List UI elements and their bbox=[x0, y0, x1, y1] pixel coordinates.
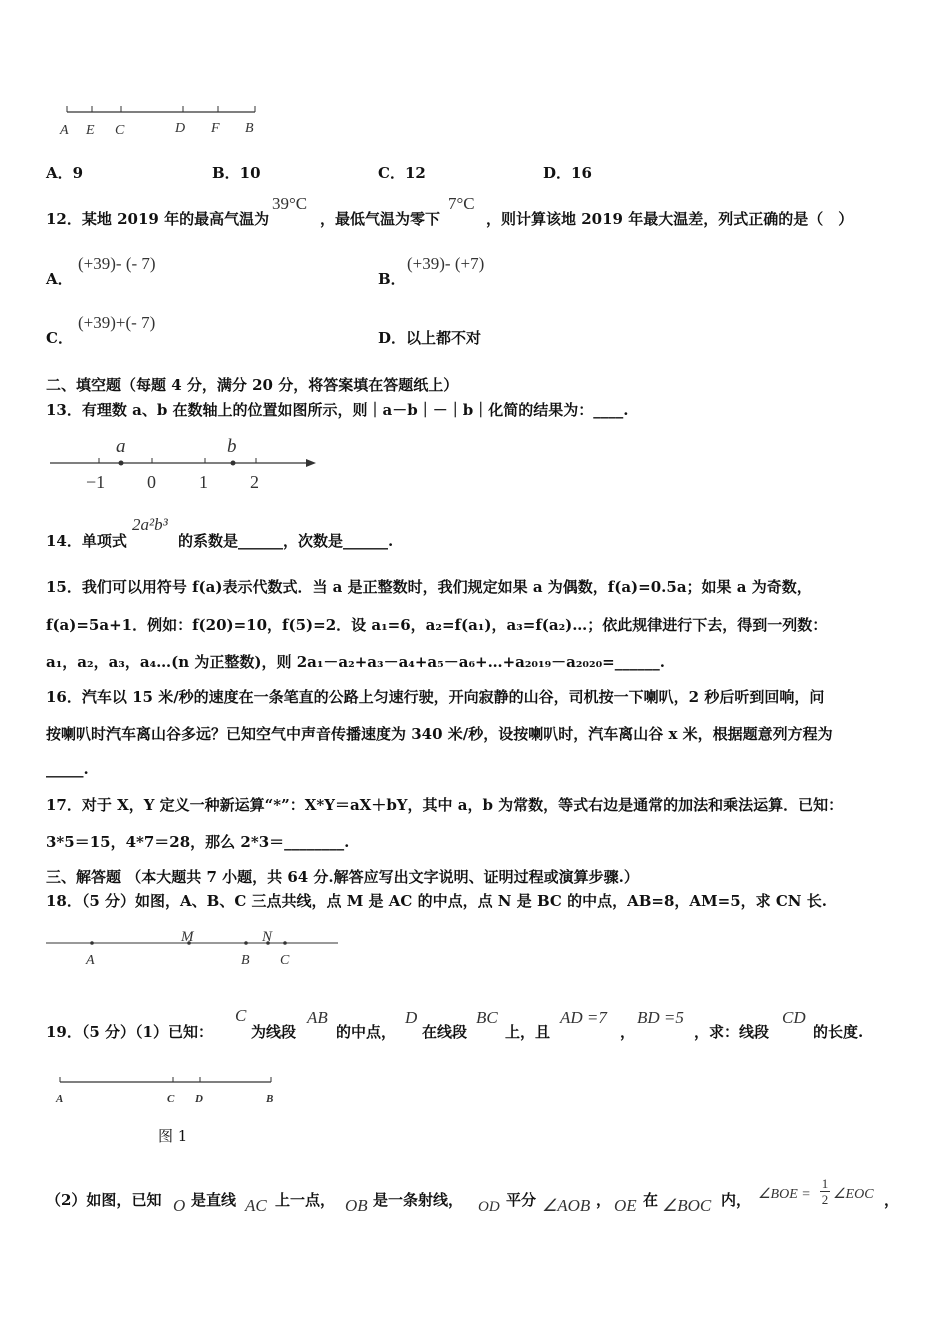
fig1-label-A: A bbox=[56, 1093, 64, 1105]
q16-line-2: 按喇叭时汽车离山谷多远？已知空气中声音传播速度为 340 米/秒，设按喇叭时，汽车离山谷 x 米，根据题意列方程为 bbox=[46, 725, 833, 743]
q16-line-3: _____. bbox=[46, 760, 89, 778]
q19-t6: 的长度. bbox=[813, 1023, 864, 1041]
q19-p2-o: O bbox=[173, 1196, 186, 1215]
q12-option-b-expr: (+39)- (+7) bbox=[407, 254, 485, 273]
tick-label-0: 0 bbox=[147, 472, 156, 492]
q19-p2-comma: ， bbox=[596, 1191, 612, 1209]
q12-option-a-expr: (+39)- (- 7) bbox=[78, 254, 156, 273]
q12-option-d[interactable]: D．以上都不对 bbox=[378, 329, 482, 347]
q12-stem-3: ，则计算该地 2019 年最大温差，列式正确的是（ ） bbox=[486, 210, 854, 228]
q19-c: C bbox=[235, 1006, 247, 1025]
axis-label-b: b bbox=[227, 436, 237, 457]
q19-t4: 上，且 bbox=[505, 1023, 551, 1041]
q18-label-C: C bbox=[280, 953, 290, 968]
q12-high-temp: 39°C bbox=[272, 194, 308, 213]
q14-monomial: 2a²b³ bbox=[132, 515, 168, 534]
q12-option-a-label[interactable]: A． bbox=[46, 270, 73, 288]
q13-text: 13．有理数 a、b 在数轴上的位置如图所示，则｜a－b｜－｜b｜化简的结果为：____. bbox=[46, 401, 629, 419]
q19-p2-od: OD bbox=[478, 1199, 500, 1215]
figure-1-caption: 图 1 bbox=[158, 1127, 188, 1145]
q19-t3: 在线段 bbox=[422, 1023, 468, 1041]
q11-option-c[interactable]: C．12 bbox=[378, 164, 426, 182]
q19-cd: CD bbox=[782, 1008, 806, 1027]
q19-p2-t5: 在 bbox=[643, 1191, 659, 1209]
q17-line-2: 3*5＝15，4*7＝28，那么 2*3＝________. bbox=[46, 833, 350, 851]
q19-t5: ，求：线段 bbox=[694, 1023, 770, 1041]
label-B: B bbox=[245, 121, 254, 136]
q19-p2-t6: 内， bbox=[721, 1191, 752, 1209]
axis-label-a: a bbox=[116, 436, 126, 457]
q11-segment-figure bbox=[55, 98, 275, 143]
q19-p2-t3: 是一条射线， bbox=[373, 1191, 464, 1209]
q19-p2-end: ， bbox=[884, 1191, 900, 1209]
q19-p2-t2: 上一点， bbox=[275, 1191, 336, 1209]
section-3-heading: 三、解答题 （本大题共 7 小题，共 64 分.解答应写出文字说明、证明过程或演算步骤.） bbox=[46, 868, 639, 886]
q18-line-figure bbox=[44, 924, 344, 970]
tick-label-neg1: −1 bbox=[86, 472, 106, 492]
q19-pre: 19．（5 分）（1）已知： bbox=[46, 1023, 213, 1041]
q18-label-B: B bbox=[241, 953, 250, 968]
q19-p2-eoc: ∠EOC bbox=[833, 1187, 874, 1202]
q19-ad: AD =7 bbox=[560, 1008, 607, 1027]
q19-p2-ob: OB bbox=[345, 1196, 368, 1215]
q16-line-1: 16．汽车以 15 米/秒的速度在一条笔直的公路上匀速行驶，开向寂静的山谷，司机按一下喇叭，2 秒后听到回响，问 bbox=[46, 688, 825, 706]
q15-line-3: a₁，a₂，a₃，a₄…(n 为正整数)，则 2a₁－a₂+a₃－a₄+a₅－a₆+…+a₂₀₁₉－a₂₀₂₀=______. bbox=[46, 653, 665, 671]
tick-label-1: 1 bbox=[199, 472, 208, 492]
q12-stem-2: ，最低气温为零下 bbox=[320, 210, 441, 228]
section-2-heading: 二、填空题（每题 4 分，满分 20 分，将答案填在答题纸上） bbox=[46, 376, 459, 394]
q19-p2-t4: 平分 bbox=[506, 1191, 537, 1209]
tick-label-2: 2 bbox=[250, 472, 259, 492]
q19-d: D bbox=[405, 1008, 418, 1027]
fraction-one-half bbox=[820, 1176, 830, 1207]
label-E: E bbox=[86, 123, 95, 138]
label-C: C bbox=[115, 123, 125, 138]
q19-p2-pre: （2）如图，已知 bbox=[46, 1191, 162, 1209]
q18-text: 18．（5 分）如图，A、B、C 三点共线，点 M 是 AC 的中点，点 N 是 BC 的中点，AB=8，AM=5，求 CN 长. bbox=[46, 892, 827, 910]
q18-label-N: N bbox=[262, 929, 273, 945]
fig1-label-C: C bbox=[167, 1093, 175, 1105]
q19-t2: 的中点， bbox=[336, 1023, 397, 1041]
q19-t1: 为线段 bbox=[251, 1023, 297, 1041]
q19-bd: BD =5 bbox=[637, 1008, 684, 1027]
q15-line-1: 15．我们可以用符号 f(a)表示代数式．当 a 是正整数时，我们规定如果 a 为偶数，f(a)=0.5a；如果 a 为奇数， bbox=[46, 578, 812, 596]
q19-p2-oe: OE bbox=[614, 1196, 637, 1215]
q12-option-c-expr: (+39)+(- 7) bbox=[78, 313, 156, 332]
q19-ab: AB bbox=[307, 1008, 328, 1027]
q12-low-temp: 7°C bbox=[448, 194, 475, 213]
q19-p2-ac: AC bbox=[245, 1196, 267, 1215]
q12-stem-1: 12．某地 2019 年的最高气温为 bbox=[46, 210, 270, 228]
q11-option-b[interactable]: B．10 bbox=[212, 164, 261, 182]
fig1-label-B: B bbox=[266, 1093, 274, 1105]
q14-pre: 14．单项式 bbox=[46, 532, 127, 550]
q18-label-A: A bbox=[86, 953, 95, 968]
q11-option-a[interactable]: A．9 bbox=[46, 164, 84, 182]
q13-number-line bbox=[44, 432, 334, 494]
q19-p2-t1: 是直线 bbox=[191, 1191, 237, 1209]
q11-option-d[interactable]: D．16 bbox=[543, 164, 592, 182]
q18-label-M: M bbox=[181, 929, 194, 945]
q14-post: 的系数是______，次数是______. bbox=[178, 532, 394, 550]
q17-line-1: 17．对于 X，Y 定义一种新运算“*”：X*Y＝aX＋bY，其中 a，b 为常数，等式右边是通常的加法和乘法运算．已知： bbox=[46, 796, 844, 814]
q19-p2-boe: ∠BOE = bbox=[758, 1187, 811, 1202]
q19-figure-1 bbox=[52, 1072, 282, 1112]
q19-p2-boc: ∠BOC bbox=[662, 1196, 712, 1215]
q15-line-2: f(a)=5a+1．例如：f(20)=10，f(5)=2．设 a₁=6，a₂=f(a₁)，a₃=f(a₂)…；依此规律进行下去，得到一列数： bbox=[46, 616, 828, 634]
q19-comma: ， bbox=[620, 1023, 636, 1041]
label-F: F bbox=[211, 121, 220, 136]
fraction-denominator: 2 bbox=[821, 1192, 829, 1207]
fig1-label-D: D bbox=[195, 1093, 203, 1105]
label-A: A bbox=[60, 123, 69, 138]
fraction-numerator: 1 bbox=[821, 1176, 829, 1191]
q19-bc: BC bbox=[476, 1008, 498, 1027]
q12-option-b-label[interactable]: B． bbox=[378, 270, 406, 288]
q19-p2-aob: ∠AOB bbox=[542, 1196, 591, 1215]
q12-option-c-label[interactable]: C． bbox=[46, 329, 73, 347]
label-D: D bbox=[175, 121, 186, 136]
